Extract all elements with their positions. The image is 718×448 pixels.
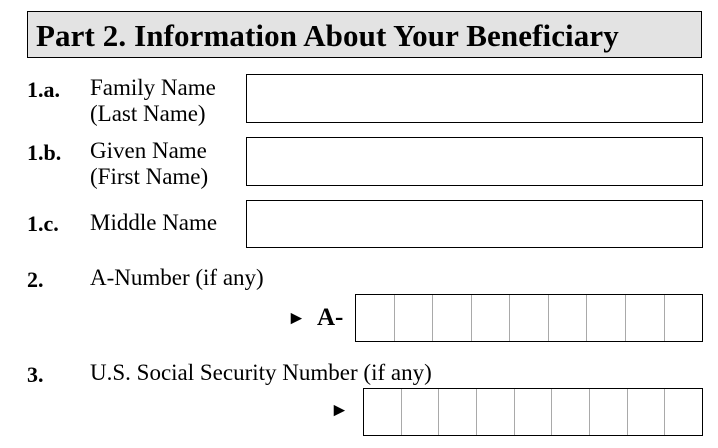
a-number-digit-cell[interactable]	[549, 295, 588, 341]
a-number-digit-cell[interactable]	[510, 295, 549, 341]
a-number-digit-cell[interactable]	[587, 295, 626, 341]
a-number-digit-cell[interactable]	[356, 295, 395, 341]
ssn-digit-cell[interactable]	[515, 389, 553, 435]
a-number-digit-cell[interactable]	[433, 295, 472, 341]
item-number-3: 3.	[27, 362, 44, 387]
a-number-digit-cell[interactable]	[472, 295, 511, 341]
part-header	[27, 11, 702, 58]
ssn-digit-cell[interactable]	[477, 389, 515, 435]
ssn-digit-cell[interactable]	[402, 389, 440, 435]
item-number-1c: 1.c.	[27, 211, 59, 236]
ssn-digit-cell[interactable]	[439, 389, 477, 435]
arrow-right-icon: ►	[330, 400, 349, 421]
a-number-digit-cell[interactable]	[395, 295, 434, 341]
given-name-label: Given Name	[90, 138, 207, 163]
a-number-prefix: A-	[317, 304, 344, 331]
ssn-field[interactable]	[363, 388, 703, 436]
item-number-1b: 1.b.	[27, 140, 62, 165]
given-name-field[interactable]	[246, 137, 703, 186]
a-number-label: A-Number (if any)	[90, 265, 264, 290]
middle-name-field[interactable]	[246, 200, 703, 248]
a-number-digit-cell[interactable]	[626, 295, 665, 341]
family-name-field[interactable]	[246, 74, 703, 123]
item-number-1a: 1.a.	[27, 77, 60, 102]
ssn-label: U.S. Social Security Number (if any)	[90, 360, 432, 385]
item-number-2: 2.	[27, 267, 44, 292]
given-name-sublabel: (First Name)	[90, 164, 209, 189]
a-number-digit-cell[interactable]	[665, 295, 703, 341]
ssn-digit-cell[interactable]	[552, 389, 590, 435]
ssn-digit-cell[interactable]	[364, 389, 402, 435]
arrow-right-icon: ►	[287, 308, 306, 329]
middle-name-label: Middle Name	[90, 210, 218, 235]
a-number-field[interactable]	[355, 294, 703, 342]
family-name-label: Family Name	[90, 75, 216, 100]
ssn-digit-cell[interactable]	[665, 389, 702, 435]
ssn-digit-cell[interactable]	[628, 389, 666, 435]
ssn-digit-cell[interactable]	[590, 389, 628, 435]
part-title: Part 2. Information About Your Beneficiary	[36, 18, 619, 53]
family-name-sublabel: (Last Name)	[90, 101, 206, 126]
